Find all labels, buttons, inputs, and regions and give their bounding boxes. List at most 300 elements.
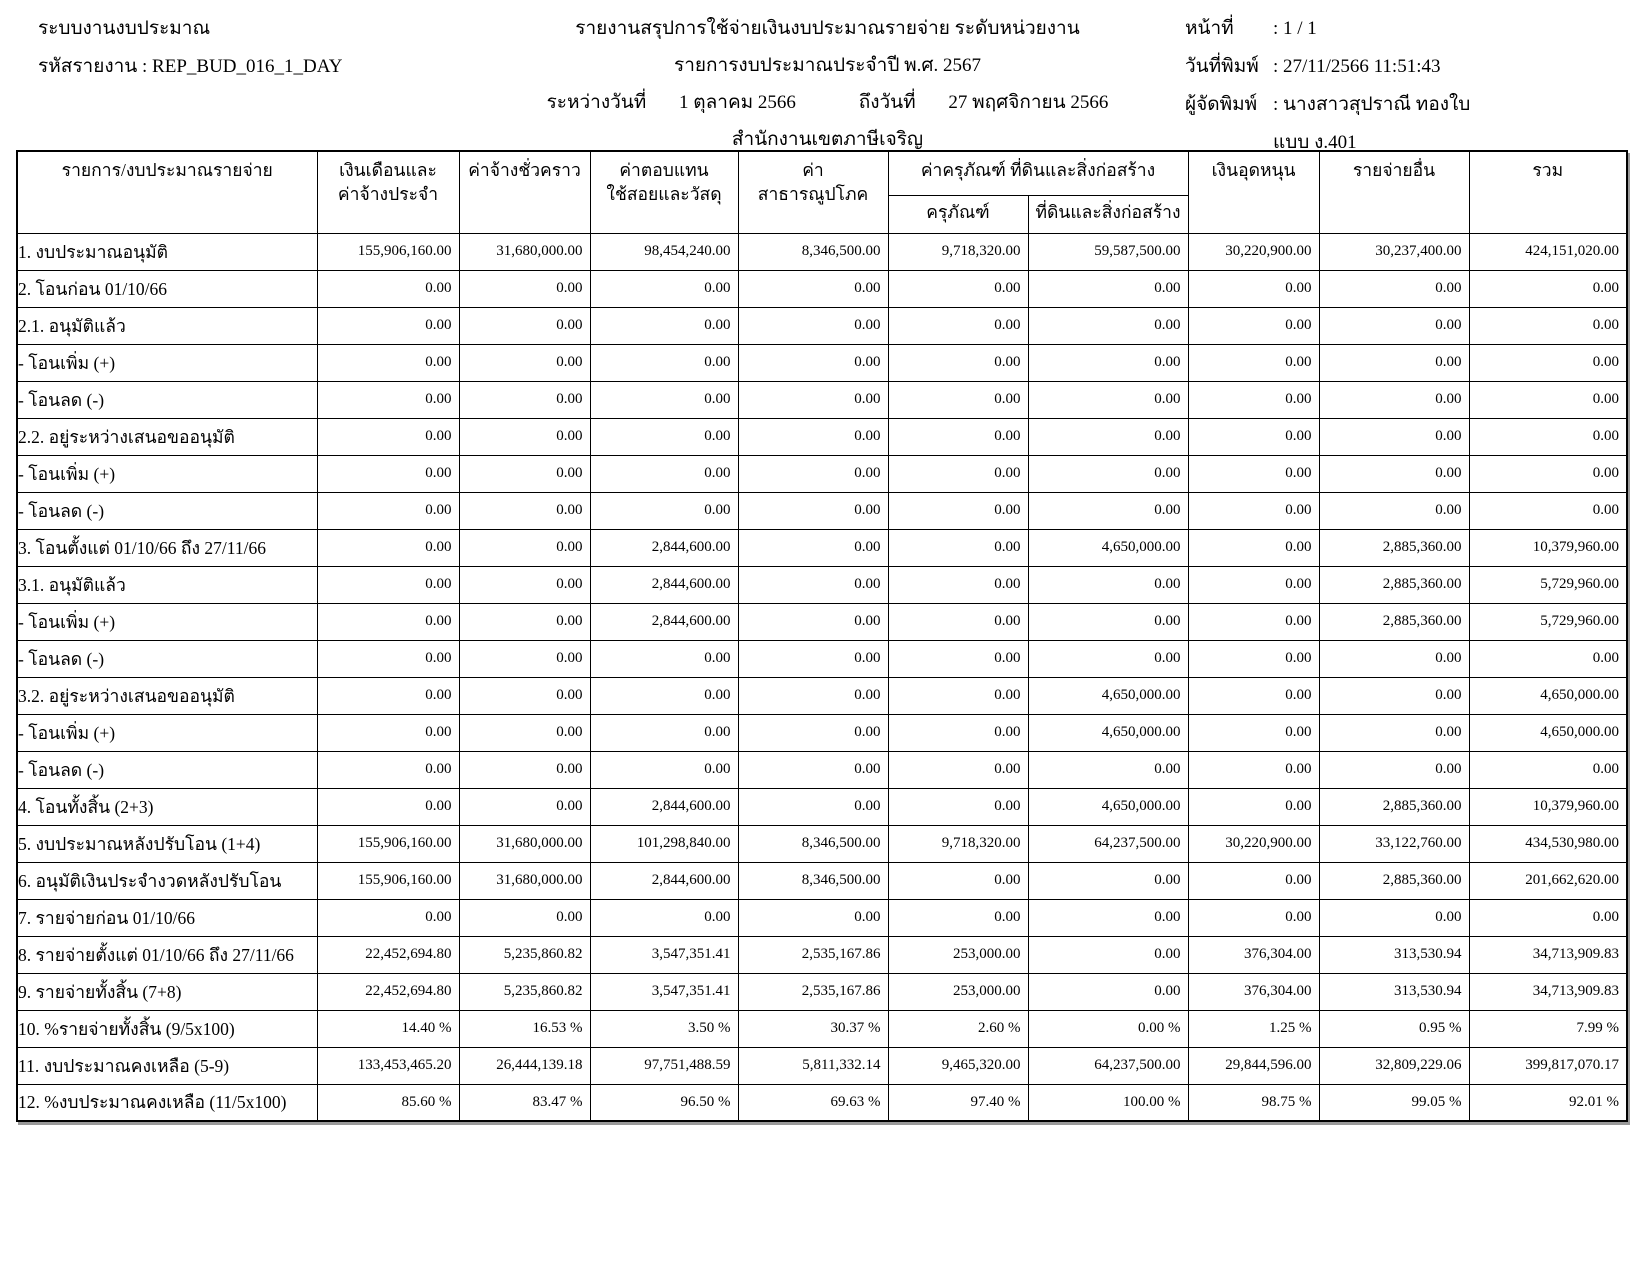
row-value: 0.00 [1188,677,1319,714]
col-header-equip: ครุภัณฑ์ [888,195,1028,233]
printed-by-value: : นางสาวสุปราณี ทองใบ [1273,94,1471,115]
report-subtitle: รายการงบประมาณประจำปี พ.ศ. 2567 [674,55,981,76]
row-value: 0.00 [317,677,459,714]
row-value: 424,151,020.00 [1469,233,1627,270]
row-value: 85.60 % [317,1084,459,1121]
row-value: 10,379,960.00 [1469,529,1627,566]
row-value: 0.00 [888,714,1028,751]
row-value: 4,650,000.00 [1028,677,1188,714]
row-value: 3,547,351.41 [590,936,738,973]
report-title: รายงานสรุปการใช้จ่ายเงินงบประมาณรายจ่าย ระดับหน่วยงาน [575,18,1080,39]
row-value: 9,465,320.00 [888,1047,1028,1084]
row-value: 0.00 [1188,492,1319,529]
row-value: 9,718,320.00 [888,233,1028,270]
row-value: 0.00 [459,640,590,677]
row-value: 2.60 % [888,1010,1028,1047]
row-value: 0.00 [459,603,590,640]
row-value: 0.00 [317,455,459,492]
row-value: 0.00 [888,529,1028,566]
table-row [17,455,1627,492]
row-value: 64,237,500.00 [1028,1047,1188,1084]
row-value: 100.00 % [1028,1084,1188,1121]
row-label: 6. อนุมัติเงินประจำงวดหลังปรับโอน [17,862,317,899]
row-value: 2,885,360.00 [1319,788,1469,825]
row-value: 0.00 [1319,899,1469,936]
row-value: 0.00 [317,788,459,825]
row-value: 7.99 % [1469,1010,1627,1047]
header-right [1185,10,1650,162]
row-value: 0.00 [317,529,459,566]
row-value: 0.00 [1188,603,1319,640]
col-header-temp-wage: ค่าจ้างชั่วคราว [459,151,590,233]
row-value: 0.00 [590,677,738,714]
row-value: 0.00 [888,344,1028,381]
row-label: - โอนลด (-) [17,492,317,529]
col-header-salary [317,151,459,233]
row-value: 0.00 [1188,640,1319,677]
col-header-compensation-line1: ค่าตอบแทน [619,160,709,180]
budget-table [16,150,1628,1122]
row-value: 376,304.00 [1188,973,1319,1010]
row-value: 0.00 [1188,418,1319,455]
table-row [17,751,1627,788]
row-value: 0.00 [1188,566,1319,603]
row-label: 5. งบประมาณหลังปรับโอน (1+4) [17,825,317,862]
row-value: 0.00 [1028,566,1188,603]
table-row [17,825,1627,862]
row-value: 0.00 [738,381,888,418]
row-value: 313,530.94 [1319,936,1469,973]
row-value: 0.00 [1319,640,1469,677]
row-value: 0.00 [1188,270,1319,307]
row-value: 2,844,600.00 [590,603,738,640]
row-value: 0.00 [1319,751,1469,788]
row-value: 16.53 % [459,1010,590,1047]
row-value: 0.00 [1188,529,1319,566]
row-value: 0.00 [317,381,459,418]
row-value: 8,346,500.00 [738,862,888,899]
row-value: 1.25 % [1188,1010,1319,1047]
row-value: 0.00 [1028,603,1188,640]
row-value: 0.00 [1028,381,1188,418]
row-value: 30,220,900.00 [1188,825,1319,862]
system-name: ระบบงานงบประมาณ [38,18,211,39]
row-value: 0.00 [1028,455,1188,492]
row-value: 399,817,070.17 [1469,1047,1627,1084]
row-value: 0.00 [1188,307,1319,344]
row-value: 64,237,500.00 [1028,825,1188,862]
row-value: 0.00 [738,714,888,751]
row-value: 2,844,600.00 [590,862,738,899]
row-label: 3.1. อนุมัติแล้ว [17,566,317,603]
row-value: 9,718,320.00 [888,825,1028,862]
row-value: 5,729,960.00 [1469,566,1627,603]
row-value: 0.00 % [1028,1010,1188,1047]
table-row [17,788,1627,825]
row-value: 0.00 [1469,455,1627,492]
row-value: 0.00 [888,270,1028,307]
row-value: 32,809,229.06 [1319,1047,1469,1084]
row-value: 0.00 [459,529,590,566]
row-value: 0.00 [738,788,888,825]
row-value: 34,713,909.83 [1469,973,1627,1010]
row-value: 0.95 % [1319,1010,1469,1047]
row-value: 30,220,900.00 [1188,233,1319,270]
row-value: 0.00 [317,714,459,751]
row-value: 22,452,694.80 [317,936,459,973]
row-value: 2,535,167.86 [738,973,888,1010]
row-value: 0.00 [738,418,888,455]
row-value: 0.00 [888,307,1028,344]
row-value: 31,680,000.00 [459,233,590,270]
row-value: 434,530,980.00 [1469,825,1627,862]
row-value: 0.00 [459,270,590,307]
row-value: 0.00 [317,566,459,603]
table-row [17,1084,1627,1121]
row-value: 155,906,160.00 [317,825,459,862]
row-value: 30.37 % [738,1010,888,1047]
row-value: 29,844,596.00 [1188,1047,1319,1084]
row-value: 0.00 [459,307,590,344]
row-value: 133,453,465.20 [317,1047,459,1084]
row-value: 0.00 [1028,751,1188,788]
row-value: 0.00 [459,714,590,751]
row-value: 98.75 % [1188,1084,1319,1121]
row-value: 0.00 [888,677,1028,714]
row-value: 0.00 [1028,344,1188,381]
range-between-label: ระหว่างวันที่ [546,92,647,113]
row-value: 0.00 [738,529,888,566]
row-value: 0.00 [590,381,738,418]
row-value: 4,650,000.00 [1469,677,1627,714]
col-header-equip-group: ค่าครุภัณฑ์ ที่ดินและสิ่งก่อสร้าง [888,151,1188,195]
row-value: 376,304.00 [1188,936,1319,973]
row-value: 0.00 [590,751,738,788]
row-value: 0.00 [1469,899,1627,936]
row-value: 201,662,620.00 [1469,862,1627,899]
table-row [17,677,1627,714]
row-value: 26,444,139.18 [459,1047,590,1084]
row-label: 11. งบประมาณคงเหลือ (5-9) [17,1047,317,1084]
row-value: 99.05 % [1319,1084,1469,1121]
row-value: 0.00 [590,270,738,307]
row-value: 2,885,360.00 [1319,603,1469,640]
page-number-value: : 1 / 1 [1273,18,1317,39]
row-value: 0.00 [1188,751,1319,788]
row-value: 0.00 [317,344,459,381]
row-value: 0.00 [738,492,888,529]
col-header-utility-line2: สาธารณูปโภค [757,184,869,204]
table-row [17,529,1627,566]
page-number-label: หน้าที่ [1185,18,1234,39]
row-label: 9. รายจ่ายทั้งสิ้น (7+8) [17,973,317,1010]
row-value: 0.00 [590,899,738,936]
row-value: 0.00 [459,566,590,603]
row-value: 0.00 [1469,418,1627,455]
print-date-label: วันที่พิมพ์ [1185,56,1259,77]
row-value: 59,587,500.00 [1028,233,1188,270]
row-value: 31,680,000.00 [459,862,590,899]
row-value: 0.00 [459,418,590,455]
row-value: 98,454,240.00 [590,233,738,270]
col-header-utility [738,151,888,233]
row-value: 0.00 [1188,862,1319,899]
row-value: 0.00 [317,492,459,529]
table-row [17,566,1627,603]
form-code: แบบ ง.401 [1273,132,1357,153]
row-value: 31,680,000.00 [459,825,590,862]
row-value: 4,650,000.00 [1028,529,1188,566]
row-value: 2,844,600.00 [590,529,738,566]
table-row [17,418,1627,455]
row-label: - โอนเพิ่ม (+) [17,714,317,751]
row-value: 0.00 [888,640,1028,677]
row-value: 2,885,360.00 [1319,862,1469,899]
row-value: 0.00 [459,788,590,825]
row-value: 96.50 % [590,1084,738,1121]
row-value: 4,650,000.00 [1469,714,1627,751]
row-value: 0.00 [317,899,459,936]
table-row [17,714,1627,751]
row-value: 0.00 [459,899,590,936]
row-value: 0.00 [590,714,738,751]
row-value: 0.00 [590,455,738,492]
row-value: 33,122,760.00 [1319,825,1469,862]
row-value: 5,235,860.82 [459,973,590,1010]
table-row [17,899,1627,936]
row-value: 92.01 % [1469,1084,1627,1121]
row-value: 8,346,500.00 [738,233,888,270]
col-header-compensation-line2: ใช้สอยและวัสดุ [606,184,722,204]
row-value: 2,885,360.00 [1319,566,1469,603]
row-value: 0.00 [888,862,1028,899]
table-row [17,381,1627,418]
row-value: 0.00 [459,677,590,714]
col-header-salary-line2: ค่าจ้างประจำ [337,184,439,204]
row-label: 3. โอนตั้งแต่ 01/10/66 ถึง 27/11/66 [17,529,317,566]
row-value: 0.00 [738,344,888,381]
row-value: 0.00 [317,603,459,640]
page-number-row [1185,10,1650,48]
row-value: 0.00 [317,418,459,455]
range-to-date: 27 พฤศจิกายน 2566 [948,92,1109,113]
row-value: 34,713,909.83 [1469,936,1627,973]
row-value: 0.00 [1028,418,1188,455]
row-label: 2.1. อนุมัติแล้ว [17,307,317,344]
row-value: 0.00 [1188,381,1319,418]
row-value: 0.00 [1028,270,1188,307]
print-date-row [1185,48,1650,86]
row-value: 2,885,360.00 [1319,529,1469,566]
row-value: 0.00 [738,899,888,936]
col-header-item: รายการ/งบประมาณรายจ่าย [17,151,317,233]
table-row [17,1010,1627,1047]
row-value: 5,811,332.14 [738,1047,888,1084]
row-value: 0.00 [459,751,590,788]
row-value: 30,237,400.00 [1319,233,1469,270]
row-value: 0.00 [1188,714,1319,751]
row-value: 0.00 [1188,344,1319,381]
row-value: 0.00 [1319,344,1469,381]
row-value: 155,906,160.00 [317,233,459,270]
row-value: 0.00 [1469,640,1627,677]
row-value: 0.00 [888,566,1028,603]
row-value: 0.00 [1469,270,1627,307]
row-value: 0.00 [888,381,1028,418]
row-value: 0.00 [888,418,1028,455]
row-value: 69.63 % [738,1084,888,1121]
row-value: 0.00 [1028,973,1188,1010]
row-value: 0.00 [317,307,459,344]
row-value: 0.00 [459,492,590,529]
row-label: 10. %รายจ่ายทั้งสิ้น (9/5x100) [17,1010,317,1047]
col-header-subsidy: เงินอุดหนุน [1188,151,1319,233]
row-value: 0.00 [888,455,1028,492]
row-value: 155,906,160.00 [317,862,459,899]
row-value: 10,379,960.00 [1469,788,1627,825]
row-value: 0.00 [1028,936,1188,973]
row-value: 0.00 [738,307,888,344]
row-value: 0.00 [738,751,888,788]
row-label: 3.2. อยู่ระหว่างเสนอขออนุมัติ [17,677,317,714]
row-value: 0.00 [1469,344,1627,381]
row-value: 97,751,488.59 [590,1047,738,1084]
report-date-range [470,84,1185,121]
row-value: 0.00 [1028,307,1188,344]
row-value: 0.00 [1319,418,1469,455]
row-value: 101,298,840.00 [590,825,738,862]
row-value: 0.00 [1028,640,1188,677]
row-value: 0.00 [1319,307,1469,344]
printed-by-row [1185,86,1650,124]
col-header-land: ที่ดินและสิ่งก่อสร้าง [1028,195,1188,233]
table-row [17,492,1627,529]
row-value: 0.00 [1469,381,1627,418]
row-value: 22,452,694.80 [317,973,459,1010]
row-value: 0.00 [1028,862,1188,899]
row-value: 0.00 [1188,455,1319,492]
col-header-salary-line1: เงินเดือนและ [339,160,437,180]
row-value: 3.50 % [590,1010,738,1047]
row-value: 0.00 [317,640,459,677]
row-label: 12. %งบประมาณคงเหลือ (11/5x100) [17,1084,317,1121]
row-value: 2,844,600.00 [590,566,738,603]
row-label: 7. รายจ่ายก่อน 01/10/66 [17,899,317,936]
row-value: 0.00 [590,418,738,455]
row-value: 0.00 [590,307,738,344]
range-to-label: ถึงวันที่ [858,92,916,113]
col-header-total: รวม [1469,151,1627,233]
row-value: 0.00 [888,603,1028,640]
table-row [17,233,1627,270]
budget-table-body [17,233,1627,1121]
row-value: 0.00 [459,344,590,381]
table-row [17,344,1627,381]
table-row [17,1047,1627,1084]
row-value: 0.00 [1319,492,1469,529]
row-label: 8. รายจ่ายตั้งแต่ 01/10/66 ถึง 27/11/66 [17,936,317,973]
row-label: 4. โอนทั้งสิ้น (2+3) [17,788,317,825]
row-value: 0.00 [888,899,1028,936]
row-value: 0.00 [738,640,888,677]
col-header-utility-line1: ค่า [802,160,824,180]
row-value: 0.00 [317,751,459,788]
row-value: 0.00 [1469,492,1627,529]
row-value: 0.00 [738,603,888,640]
row-value: 3,547,351.41 [590,973,738,1010]
row-value: 0.00 [1188,788,1319,825]
row-value: 0.00 [1469,307,1627,344]
row-value: 0.00 [1319,677,1469,714]
header-center [470,10,1185,158]
row-label: - โอนเพิ่ม (+) [17,344,317,381]
row-value: 0.00 [888,492,1028,529]
row-value: 253,000.00 [888,936,1028,973]
row-value: 0.00 [888,788,1028,825]
table-row [17,603,1627,640]
row-value: 0.00 [1319,714,1469,751]
row-value: 4,650,000.00 [1028,788,1188,825]
row-label: - โอนลด (-) [17,640,317,677]
row-value: 0.00 [1028,492,1188,529]
col-header-other-expense: รายจ่ายอื่น [1319,151,1469,233]
table-row [17,936,1627,973]
col-header-compensation [590,151,738,233]
report-code: รหัสรายงาน : REP_BUD_016_1_DAY [38,56,343,77]
row-value: 0.00 [1188,899,1319,936]
row-value: 0.00 [1319,270,1469,307]
table-row [17,307,1627,344]
row-value: 0.00 [738,677,888,714]
row-value: 313,530.94 [1319,973,1469,1010]
table-row [17,270,1627,307]
row-value: 83.47 % [459,1084,590,1121]
row-value: 2,535,167.86 [738,936,888,973]
row-value: 2,844,600.00 [590,788,738,825]
range-from-date: 1 ตุลาคม 2566 [679,92,796,113]
row-value: 97.40 % [888,1084,1028,1121]
table-row [17,862,1627,899]
row-value: 8,346,500.00 [738,825,888,862]
report-header [0,0,1650,153]
row-label: - โอนเพิ่ม (+) [17,455,317,492]
row-value: 0.00 [738,270,888,307]
row-value: 0.00 [738,566,888,603]
row-label: - โอนเพิ่ม (+) [17,603,317,640]
row-label: - โอนลด (-) [17,381,317,418]
table-row [17,973,1627,1010]
row-value: 0.00 [590,492,738,529]
row-value: 0.00 [590,640,738,677]
row-label: - โอนลด (-) [17,751,317,788]
row-value: 0.00 [590,344,738,381]
row-value: 0.00 [888,751,1028,788]
row-label: 2.2. อยู่ระหว่างเสนอขออนุมัติ [17,418,317,455]
row-value: 4,650,000.00 [1028,714,1188,751]
row-value: 0.00 [459,381,590,418]
row-value: 14.40 % [317,1010,459,1047]
row-value: 0.00 [1319,455,1469,492]
printed-by-label: ผู้จัดพิมพ์ [1185,94,1258,115]
row-value: 0.00 [738,455,888,492]
row-value: 0.00 [1469,751,1627,788]
row-label: 1. งบประมาณอนุมัติ [17,233,317,270]
row-value: 0.00 [317,270,459,307]
row-value: 253,000.00 [888,973,1028,1010]
row-value: 5,235,860.82 [459,936,590,973]
row-value: 5,729,960.00 [1469,603,1627,640]
row-value: 0.00 [459,455,590,492]
